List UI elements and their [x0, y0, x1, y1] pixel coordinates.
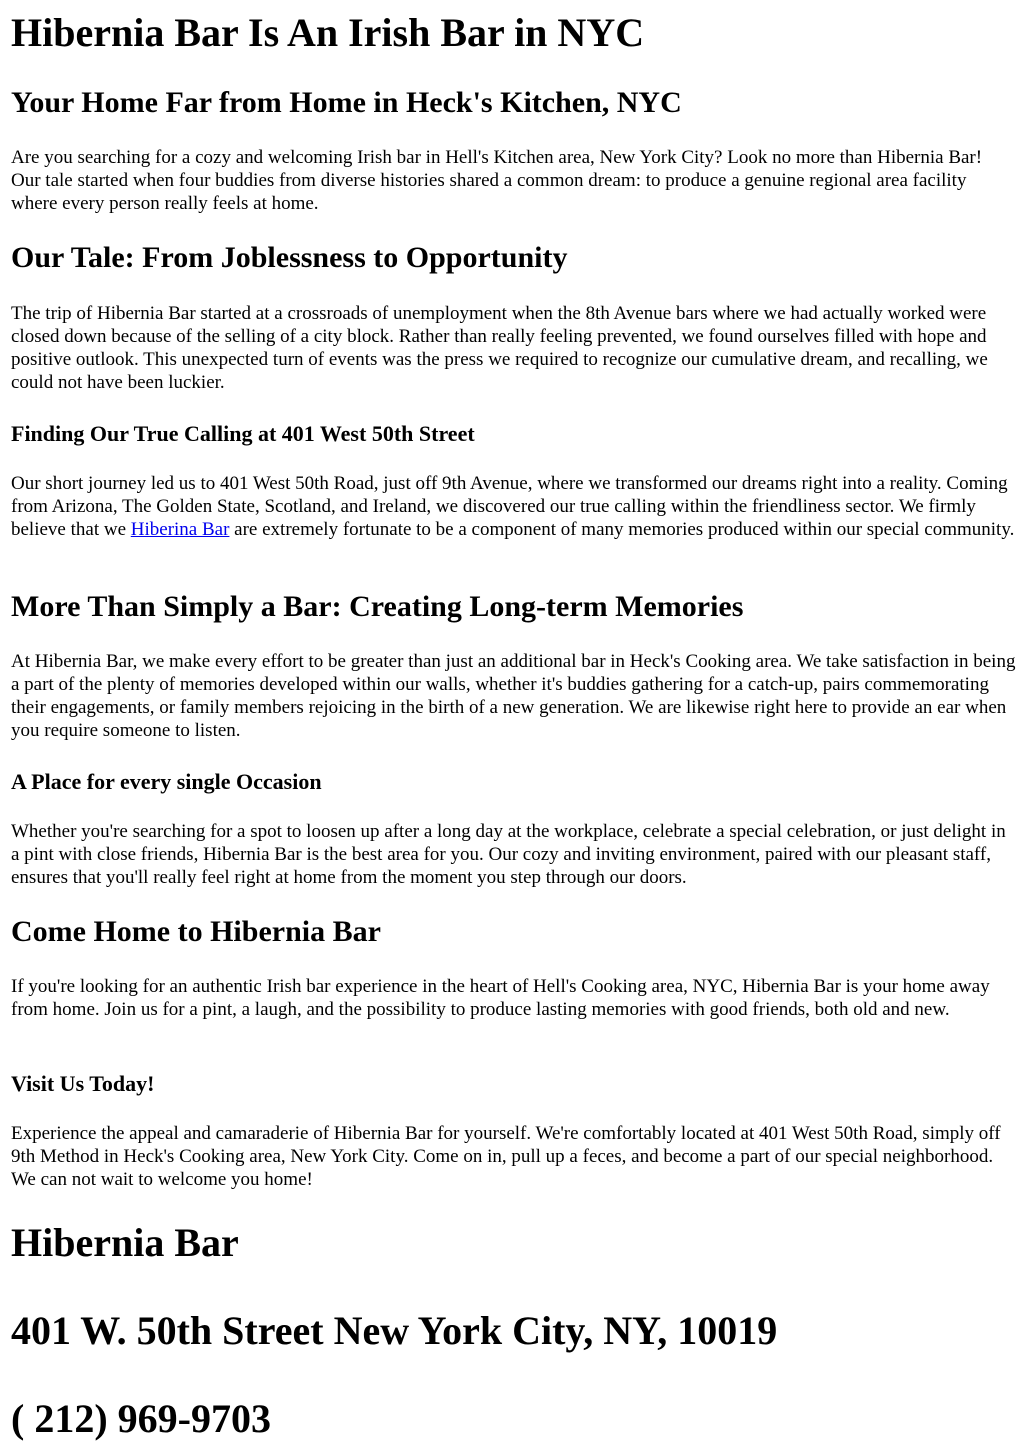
paragraph-true-calling: [11, 472, 1016, 541]
paragraph-visit: Experience the appeal and camaraderie of Hibernia Bar for yourself. We're comfortably located at 401 West 50th Road, simply off 9th Method in Heck's Cooking area, New York City. Come on in, pull up a feces, and become a part of our special neighborhood. We can not wait to welcome you home!: [11, 1123, 1001, 1190]
paragraph-occasion: Whether you're searching for a spot to loosen up after a long day at the workplace, celebrate a special celebration, or just delight in a pint with close friends, Hibernia Bar is the best area for you. Our cozy and inviting environment, paired with our pleasant staff, ensures that you'll really feel right at home from the moment you step through our doors.: [11, 821, 1006, 888]
paragraph-intro: Are you searching for a cozy and welcoming Irish bar in Hell's Kitchen area, New York City? Look no more than Hibernia Bar! Our tale started when four buddies from diverse histories shared a common dream: to produce a genuine regional area facility where every person really feels at home.: [11, 147, 983, 214]
heading-come-home: Come Home to Hibernia Bar: [11, 915, 381, 948]
contact-address: 401 W. 50th Street New York City, NY, 10019: [11, 1308, 778, 1353]
heading-every-occasion: A Place for every single Occasion: [11, 769, 322, 794]
paragraph-tale: The trip of Hibernia Bar started at a crossroads of unemployment when the 8th Avenue bars where we had actually worked were closed down because of the selling of a city block. Rather than really feeling prevented, we found ourselves filled with hope and positive outlook. This unexpected turn of events was the press we required to recognize our cumulative dream, and recalling, we could not have been luckier.: [11, 303, 988, 393]
contact-name: Hibernia Bar: [11, 1220, 239, 1265]
paragraph-true-calling-after: are extremely fortunate to be a component of many memories produced within our special community.: [229, 519, 1015, 540]
heading-visit-us: Visit Us Today!: [11, 1071, 155, 1096]
heading-home-far-from-home: Your Home Far from Home in Heck's Kitchen, NYC: [11, 86, 682, 119]
page-title: Hibernia Bar Is An Irish Bar in NYC: [11, 10, 645, 55]
paragraph-true-calling-before: Our short journey led us to 401 West 50th Road, just off 9th Avenue, where we transformed our dreams right into a reality. Coming from Arizona, The Golden State, Scotland, and Ireland, we discovered our true calling within the friendliness sector. We firmly believe that we: [11, 473, 1008, 540]
heading-more-than-a-bar: More Than Simply a Bar: Creating Long-term Memories: [11, 590, 744, 623]
hiberina-bar-link[interactable]: Hiberina Bar: [130, 519, 230, 540]
heading-true-calling: Finding Our True Calling at 401 West 50th Street: [11, 421, 475, 446]
contact-phone: ( 212) 969-9703: [11, 1396, 271, 1441]
paragraph-come-home: If you're looking for an authentic Irish bar experience in the heart of Hell's Cooking area, NYC, Hibernia Bar is your home away from home. Join us for a pint, a laugh, and the possibility to produce lasting memories with good friends, both old and new.: [11, 976, 990, 1020]
heading-our-tale: Our Tale: From Joblessness to Opportunity: [11, 241, 568, 274]
paragraph-memories: At Hibernia Bar, we make every effort to be greater than just an additional bar in Heck's Cooking area. We take satisfaction in being a part of the plenty of memories developed within our walls, whether it's buddies gathering for a catch-up, pairs commemorating their engagements, or family members rejoicing in the birth of a new generation. We are likewise right here to provide an ear when you require someone to listen.: [11, 651, 1016, 741]
